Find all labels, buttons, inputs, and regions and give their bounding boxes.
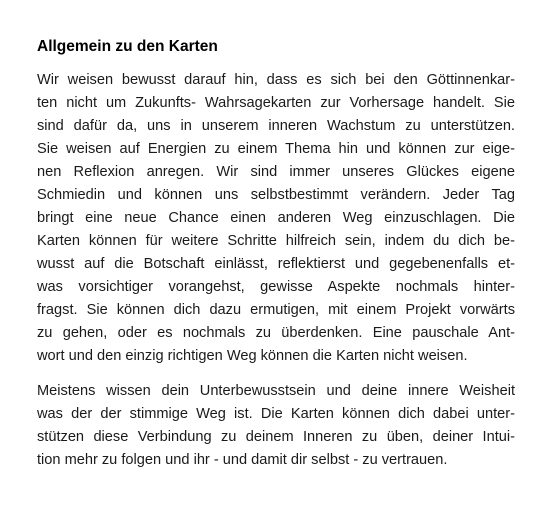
- text-line: was der der stimmige Weg ist. Die Karten können dich dabei unter-: [37, 406, 515, 422]
- text-line: tion mehr zu folgen und ihr - und damit dir selbst - zu vertrauen.: [37, 452, 448, 468]
- text-line: Schmiedin und können uns selbstbestimmt verändern. Jeder Tag: [37, 187, 515, 203]
- text-line: Karten können für weitere Schritte hilfreich sein, indem du dich be-: [37, 233, 515, 249]
- text-line: wusst auf die Botschaft einlässt, reflektierst und gegebenenfalls et-: [37, 256, 515, 272]
- text-line: Meistens wissen dein Unterbewusstsein und deine innere Weisheit: [37, 383, 515, 399]
- paragraph-intro: [37, 69, 515, 368]
- text-line: sind dafür da, uns in unserem inneren Wachstum zu unterstützen.: [37, 118, 515, 134]
- text-line: Wir weisen bewusst darauf hin, dass es sich bei den Göttinnenkar-: [37, 72, 515, 88]
- paragraph-closing: [37, 380, 515, 472]
- text-line: wort und den einzig richtigen Weg können die Karten nicht weisen.: [37, 348, 468, 364]
- text-line: fragst. Sie können dich dazu ermutigen, mit einem Projekt vorwärts: [37, 302, 515, 318]
- text-line: Sie weisen auf Energien zu einem Thema hin und können zur eige-: [37, 141, 515, 157]
- text-line: was vorsichtiger vorangehst, gewisse Aspekte nochmals hinter-: [37, 279, 515, 295]
- text-line: nen Reflexion anregen. Wir sind immer unseres Glückes eigene: [37, 164, 515, 180]
- text-line: zu gehen, oder es nochmals zu überdenken. Eine pauschale Ant-: [37, 325, 515, 341]
- section-heading: Allgemein zu den Karten: [37, 38, 218, 55]
- text-line: bringt eine neue Chance einen anderen Weg einzuschlagen. Die: [37, 210, 515, 226]
- text-line: stützen diese Verbindung zu deinem Inneren zu üben, deiner Intui-: [37, 429, 515, 445]
- text-line: ten nicht um Zukunfts- Wahrsagekarten zur Vorhersage handelt. Sie: [37, 95, 515, 111]
